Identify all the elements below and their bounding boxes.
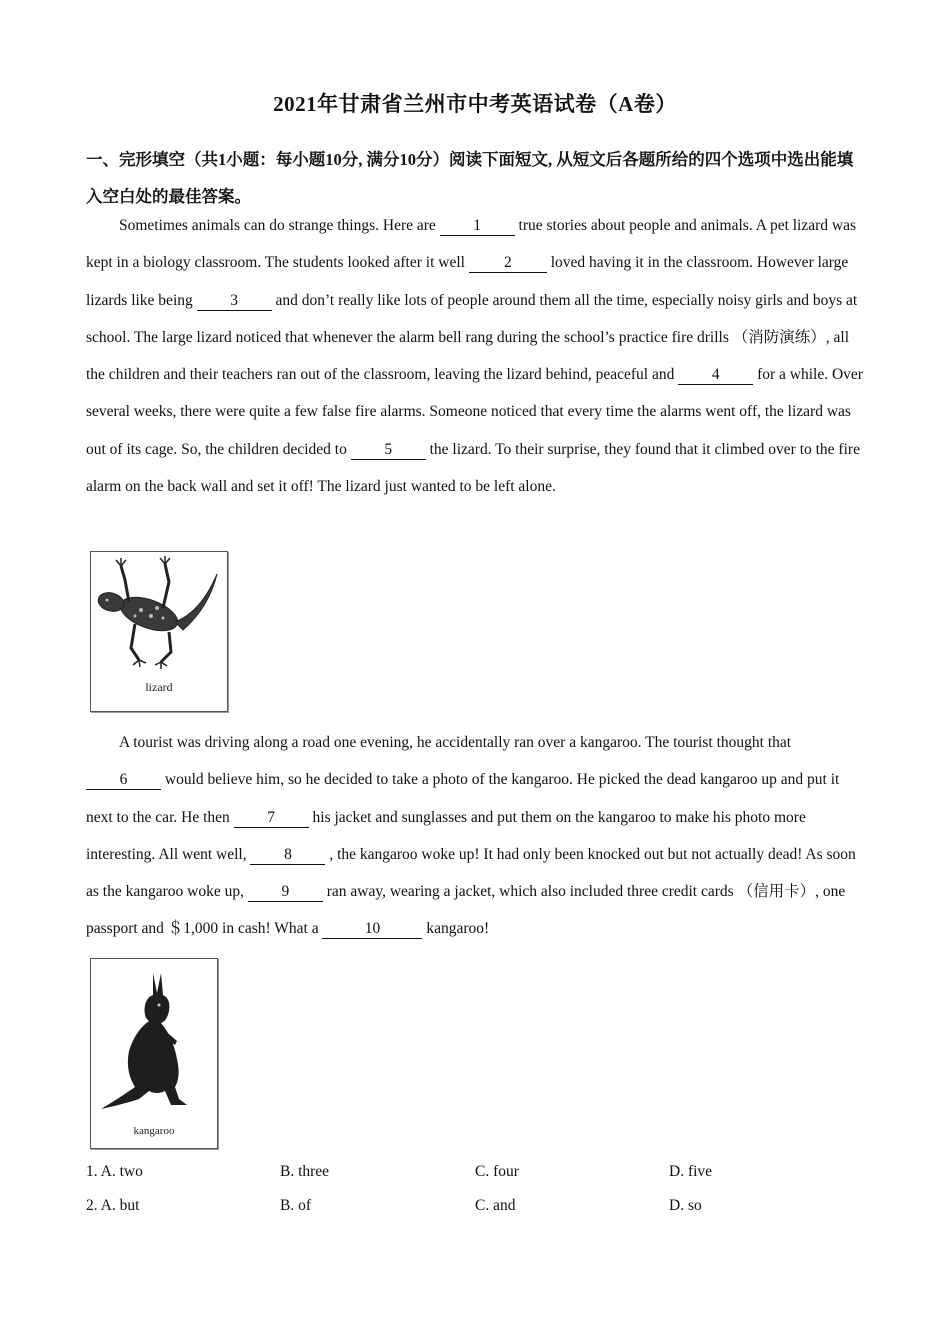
kangaroo-caption: kangaroo [133, 1125, 175, 1137]
option-a[interactable]: 1. A. two [86, 1163, 143, 1180]
kangaroo-icon [91, 959, 217, 1119]
blank-4: 4 [678, 366, 753, 385]
option-c[interactable]: C. and [475, 1197, 516, 1214]
section-heading: 一、完形填空（共1小题：每小题10分, 满分10分）阅读下面短文, 从短文后各题所给的四个选项中选出能填入空白处的最佳答案。 [86, 150, 854, 206]
lizard-icon [91, 552, 227, 682]
question-options [86, 1163, 866, 1231]
blank-6: 6 [86, 771, 161, 790]
passage-text: Sometimes animals can do strange things. Here are [119, 217, 440, 234]
option-c[interactable]: C. four [475, 1163, 519, 1180]
kangaroo-picture [90, 958, 218, 1149]
option-a[interactable]: 2. A. but [86, 1197, 140, 1214]
passage-text: his jacket and sunglasses and put them on the kangaroo to make his photo more interesting. All went well, [86, 808, 806, 863]
passage-text: and don’t really like lots of people around them all the time, especially noisy girls and boys at school. The large lizard noticed that whenever the alarm bell rang during the school’s practice fire drills （消防演练）, all the children and their teachers ran out of the classroom, leaving the lizard behind, peaceful and [86, 291, 858, 384]
blank-9: 9 [248, 883, 323, 902]
passage-text: the lizard. To their surprise, they found that it climbed over to the fire alarm on the back wall and set it off! The lizard just wanted to be left alone. [86, 440, 860, 496]
blank-2: 2 [469, 254, 547, 273]
passage-text: would believe him, so he decided to take a photo of the kangaroo. He picked the dead kangaroo up and put it next to the car. He then [86, 771, 840, 826]
page-title: 2021年甘肃省兰州市中考英语试卷（A卷） [273, 92, 677, 116]
option-b[interactable]: B. three [280, 1163, 330, 1180]
question-row [86, 1163, 866, 1197]
passage-lizard [86, 207, 866, 505]
lizard-caption: lizard [145, 680, 173, 694]
question-row [86, 1197, 866, 1231]
passage-text: kangaroo! [422, 920, 490, 938]
option-d[interactable]: D. five [669, 1163, 713, 1180]
passage-text: for a while. Over several weeks, there were quite a few false fire alarms. Someone noticed that every time the alarms went off, the lizard was out of its cage. So, the children decided to [86, 366, 863, 458]
blank-5: 5 [351, 441, 426, 460]
blank-7: 7 [234, 809, 309, 828]
option-d[interactable]: D. so [669, 1197, 702, 1214]
option-b[interactable]: B. of [280, 1197, 311, 1214]
passage-kangaroo [86, 724, 866, 948]
passage-text: true stories about people and animals. A pet lizard was kept in a biology classroom. The students looked after it well [86, 217, 857, 272]
passage-text: , the kangaroo woke up! It had only been knocked out but not actually dead! As soon as the kangaroo woke up, [86, 845, 856, 901]
blank-10: 10 [322, 920, 422, 939]
passage-text: ran away, wearing a jacket, which also included three credit cards （信用卡）, one passport and ＄1,000 in cash! What a [86, 883, 846, 938]
blank-8: 8 [250, 846, 325, 865]
passage-text: A tourist was driving along a road one evening, he accidentally ran over a kangaroo. The tourist thought that [119, 734, 792, 751]
passage-text: loved having it in the classroom. However large lizards like being [86, 254, 849, 309]
blank-1: 1 [440, 217, 515, 236]
lizard-picture [90, 551, 228, 712]
blank-3: 3 [197, 292, 272, 311]
